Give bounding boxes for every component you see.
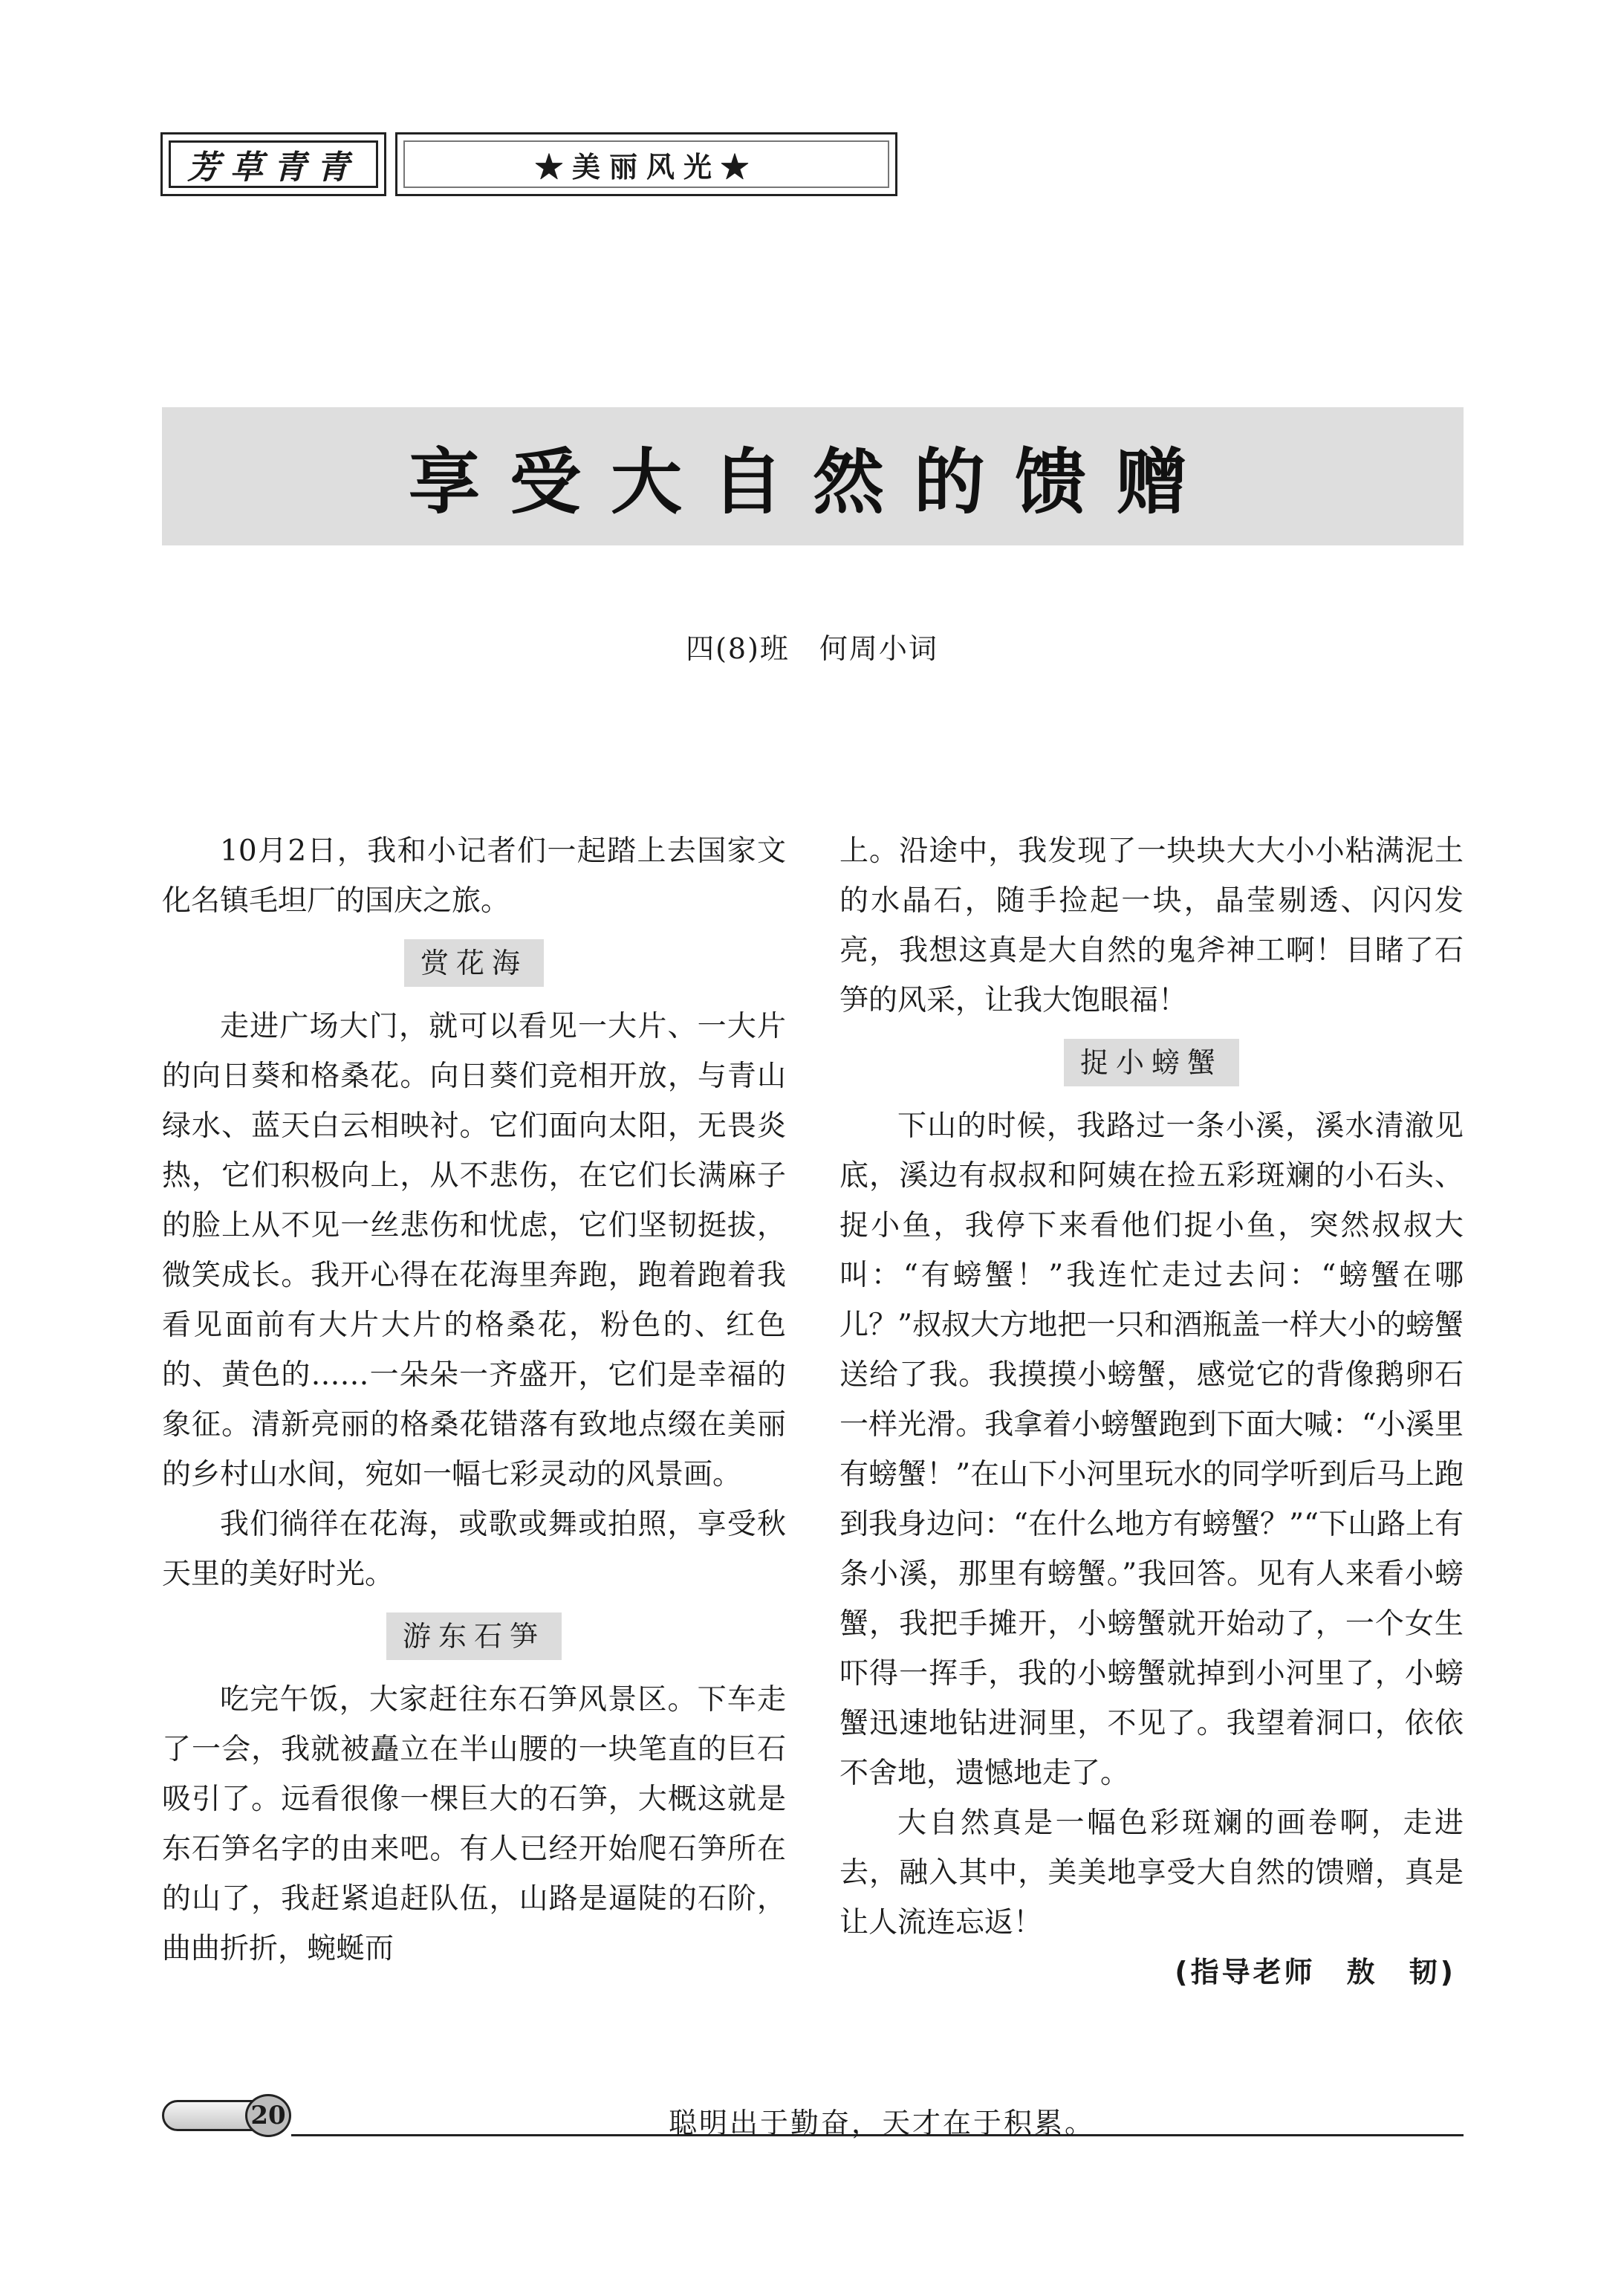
subheading-label: 赏花海 xyxy=(404,939,544,987)
page-number: 20 xyxy=(245,2094,291,2137)
subheading-label: 捉小螃蟹 xyxy=(1064,1039,1239,1086)
byline: 四(8)班 何周小词 xyxy=(686,632,938,665)
subheading xyxy=(162,939,786,987)
paragraph: 吃完午饭，大家赶往东石笋风景区。下车走了一会，我就被矗立在半山腰的一块笔直的巨石吸引了。远看很像一棵巨大的石笋，大概这就是东石笋名字的由来吧。有人已经开始爬石笋所在的山了，我赶紧追赶队伍，山路是逼陡的石阶，曲曲折折，蜿蜒而 xyxy=(162,1683,786,1965)
subheading xyxy=(839,1039,1464,1086)
right-column xyxy=(839,826,1464,1997)
paragraph-continued: 上。沿途中，我发现了一块块大大小小粘满泥土的水晶石，随手捡起一块，晶莹剔透、闪闪发亮，我想这真是大自然的鬼斧神工啊！目睹了石笋的风采，让我大饱眼福！ xyxy=(839,834,1464,1017)
subheading xyxy=(162,1612,786,1660)
paragraph: 我们徜徉在花海，或歌或舞或拍照，享受秋天里的美好时光。 xyxy=(162,1508,786,1591)
section-name: ★美丽风光★ xyxy=(403,140,889,188)
paragraph: 大自然真是一幅色彩斑斓的画卷啊，走进去，融入其中，美美地享受大自然的馈赠，真是让人流连忘返！ xyxy=(839,1806,1464,1939)
article-title: 享受大自然的馈赠 xyxy=(409,440,1217,524)
column-tab xyxy=(160,132,386,196)
section-tab xyxy=(395,132,897,196)
title-band xyxy=(162,407,1464,545)
footer-motto: 聪明出于勤奋，天才在于积累。 xyxy=(669,2107,1096,2139)
paragraph: 走进广场大门，就可以看见一大片、一大片的向日葵和格桑花。向日葵们竞相开放，与青山绿水、蓝天白云相映衬。它们面向太阳，无畏炎热，它们积极向上，从不悲伤，在它们长满麻子的脸上从不见一丝悲伤和忧虑，它们坚韧挺拔，微笑成长。我开心得在花海里奔跑，跑着跑着我看见面前有大片大片的格桑花，粉色的、红色的、黄色的……一朵朵一齐盛开，它们是幸福的象征。清新亮丽的格桑花错落有致地点缀在美丽的乡村山水间，宛如一幅七彩灵动的风景画。 xyxy=(162,1010,786,1491)
column-name: 芳草青青 xyxy=(169,140,378,188)
intro-paragraph: 10月2日，我和小记者们一起踏上去国家文化名镇毛坦厂的国庆之旅。 xyxy=(162,834,786,918)
advisor-signoff: (指导老师 敖 韧) xyxy=(1175,1956,1456,1988)
subheading-label: 游东石笋 xyxy=(386,1612,562,1660)
paragraph: 下山的时候，我路过一条小溪，溪水清澈见底，溪边有叔叔和阿姨在捡五彩斑斓的小石头、捉小鱼，我停下来看他们捉小鱼，突然叔叔大叫：“有螃蟹！”我连忙走过去问：“螃蟹在哪儿？”叔叔大方地把一只和酒瓶盖一样大小的螃蟹送给了我。我摸摸小螃蟹，感觉它的背像鹅卵石一样光滑。我拿着小螃蟹跑到下面大喊：“小溪里有螃蟹！”在山下小河里玩水的同学听到后马上跑到我身边问：“在什么地方有螃蟹？”“下山路上有条小溪，那里有螃蟹。”我回答。见有人来看小螃蟹，我把手摊开，小螃蟹就开始动了，一个女生吓得一挥手，我的小螃蟹就掉到小河里了，小螃蟹迅速地钻进洞里，不见了。我望着洞口，依依不舍地，遗憾地走了。 xyxy=(839,1109,1464,1790)
left-column xyxy=(162,826,786,1974)
